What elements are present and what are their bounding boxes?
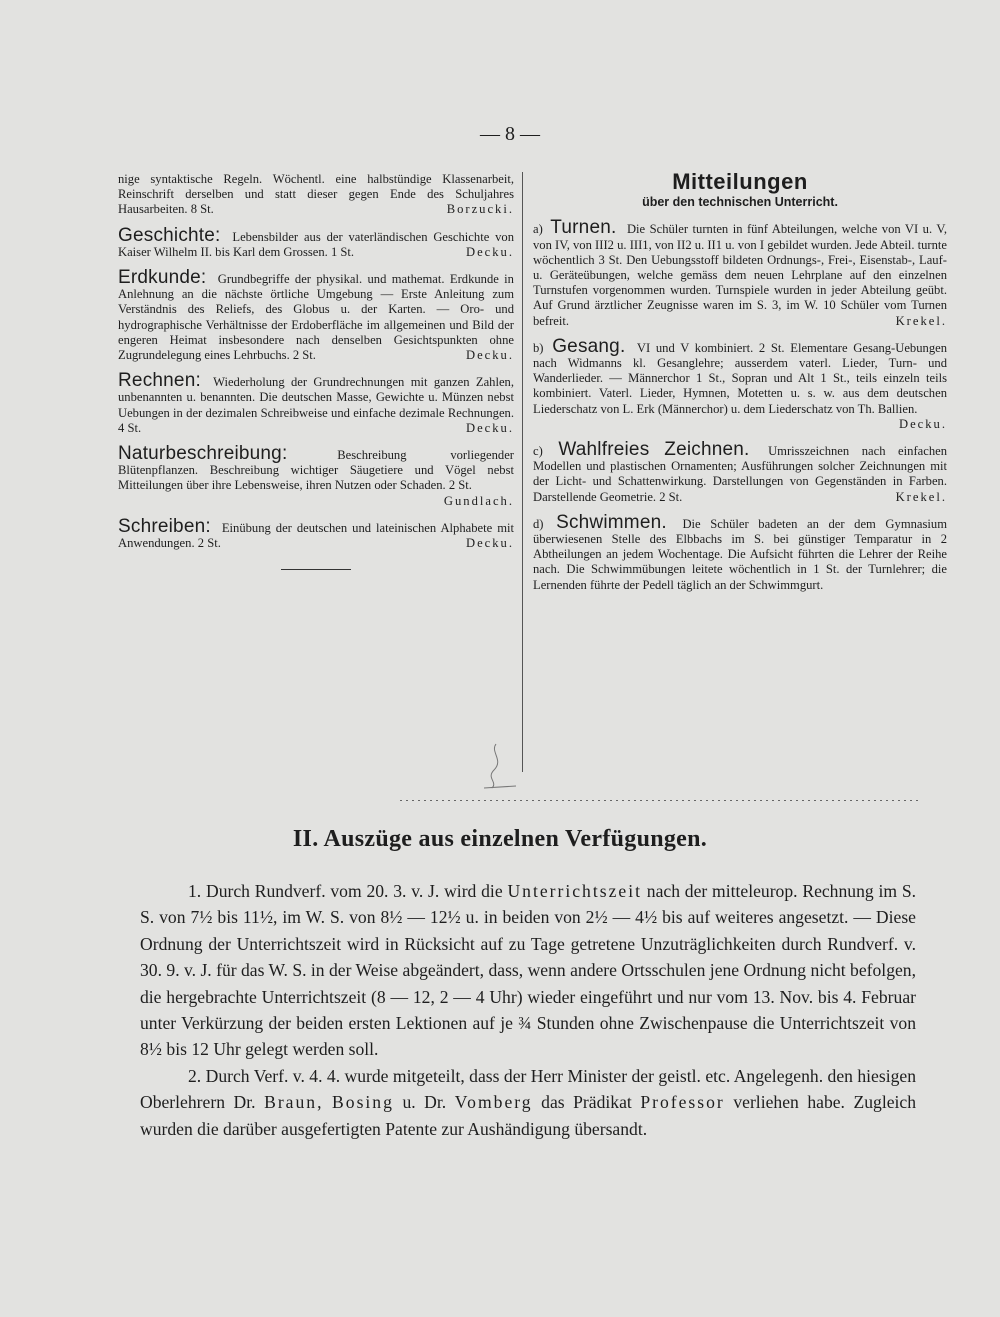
intro-paragraph [118, 172, 514, 218]
section-geschichte [118, 224, 515, 260]
section-signature: Gundlach. [443, 493, 514, 508]
section-schreiben [118, 515, 514, 551]
item-signature: Decku. [898, 416, 947, 431]
item-gesang [533, 335, 947, 432]
item-zeichnen [533, 439, 947, 505]
section-signature: Decku. [465, 348, 514, 363]
ink-mark-icon [476, 742, 526, 792]
intro-text: nige syntaktische Regeln. Wöchentl. eine halbstündige Klassenarbeit, Reinschrift derselben und statt dieser gegen Ende des Schuljahres Hausarbeiten. 8 St. [118, 172, 514, 217]
name-bosing: Bosing [332, 1092, 394, 1113]
item-signature: Krekel. [895, 489, 947, 504]
paragraph-2 [140, 1063, 916, 1142]
name-vomberg: Vomberg [454, 1092, 533, 1113]
section-naturbeschreibung [118, 443, 514, 509]
right-title: Mitteilungen [672, 169, 808, 194]
page-number: — 8 — [480, 123, 540, 145]
paragraph-text: 1. Durch Rundverf. vom 20. 3. v. J. wird die [188, 881, 503, 901]
section-text: Lebensbilder aus der vaterländischen Geschichte von Kaiser Wilhelm II. bis Karl dem Grossen. 1 St. [118, 229, 515, 259]
section-signature: Decku. [465, 244, 514, 259]
paragraph-text: das Prädikat [541, 1092, 632, 1113]
item-signature: Krekel. [895, 313, 947, 328]
section-title: Erdkunde: [118, 267, 207, 289]
item-schwimmen [533, 511, 947, 593]
section-text: Beschreibung vorliegender Blütenpflanzen. Beschreibung wichtiger Säugetiere und Vögel nebst Mitteilungen über ihre Lebensweise, ihren Nutzen oder Schaden. 2 St. [118, 448, 514, 493]
item-text: Die Schüler badeten an der dem Gymnasium überwiesenen Stelle des Elbbachs im S. bei günstiger Temparatur in 2 Abtheilungen an jedem Wochentage. Die Aufsicht führten die Lehrer der Reihe nach. Die Schwimmübungen leitete wöchentlich in 1 St. der Turnlehrer; die Lernenden führte der Pedell täglich an der Schwimmgurt. [533, 516, 947, 592]
intro-signature: Borzucki. [446, 202, 514, 217]
item-turnen [533, 217, 947, 328]
item-text: Die Schüler turnten in fünf Abteilungen, welche von VI u. V, von IV, von III2 u. III1, von II2 u. II1 u. von I gebildet wurden. Jede Abteil. turnte wöchentlich 3 St. Den Uebungsstoff bildeten Ordnungs-, Frei-, Eisenstab-, Lauf- u. Geräteübungen, welche gemäss dem neuen Lehrplane auf den einzelnen Turnstufen vorgenommen wurden. Turnspiele wurden in jeder Abteilung geübt. Auf Grund ärztlicher Zeugnisse waren im S. 3, im W. 10 Schüler vom Turnen befreit. [533, 222, 947, 328]
spaced-term: Professor [640, 1092, 725, 1113]
paragraph-1 [140, 878, 916, 1063]
section-rechnen [118, 370, 514, 436]
right-column [533, 169, 947, 603]
item-title: Schwimmen. [556, 511, 667, 533]
section-title: Schreiben: [118, 515, 211, 537]
column-divider [522, 172, 523, 772]
section-text: Grundbegriffe der physikal. und mathemat. Erdkunde in Anlehnung an die nächste örtliche Umgebung — Erste Anleitung zum Verständnis des Reliefs, des Globus u. der Karten. — Oro- und hydrographische Verhältnisse der Erdoberfläche im allgemeinen und Bild der engeren Heimat insbesondere nach denselben Gesichtspunkten ohne Zugrundelegung eines Lehrbuchs. 2 St. [118, 272, 514, 363]
item-title: Turnen. [550, 217, 617, 239]
item-label: a) [533, 222, 543, 237]
paragraph-text: verliehen habe. Zugleich wurden die darüber ausgefertigten Patente zur Aushändigung übersandt. [140, 1092, 917, 1139]
section-signature: Decku. [465, 536, 514, 551]
section-title: Geschichte: [118, 224, 221, 246]
item-label: c) [533, 444, 543, 459]
item-text: VI und V kombiniert. 2 St. Elementare Gesang-Uebungen nach Widmanns kl. Gesanglehre; ausserdem vaterl. Lieder, Turn- und Wanderlieder. — Männerchor 1 St., Sopran und Alt 1 St., teils einzeln teils kombiniert. Vaterl. Lieder, Hymnen, Motetten u. s. w. aus dem deutschen Liederschatz von L. Erk (Männerchor) u. dem Liederschatz von Th. Ballien. [533, 340, 947, 416]
paragraph-text: nach der mitteleurop. Rechnung im S. S. von 7½ bis 11½, im W. S. von 8½ — 12½ u. in beiden von 2½ — 4½ bis auf weiteres angesetzt. — Diese Ordnung der Unterrichtszeit wird in Rücksicht auf zu Tage getretene Unzuträglichkeiten durch Rundverf. v. 30. 9. v. J. für das W. S. in der Weise abgeändert, dass, wenn andere Ortsschulen jene Ordnung nicht befolgen, die hergebrachte Unterrichtszeit (8 — 12, 2 — 4 Uhr) wieder eingeführt und nur vom 13. Nov. bis 4. Februar unter Verkürzung der beiden ersten Lektionen auf je ¾ Stunden ohne Zwischenpause die Unterrichtszeit von 8½ bis 12 Uhr gelegt werden soll. [140, 881, 917, 1060]
name-braun: Braun, [264, 1092, 324, 1113]
item-title: Wahlfreies Zeichnen. [558, 439, 750, 461]
spaced-term: Unterrichtszeit [507, 881, 642, 901]
left-column [118, 172, 514, 570]
section-end-rule [281, 569, 351, 570]
item-label: d) [533, 516, 544, 531]
section-erdkunde [118, 267, 514, 363]
section-text: Wiederholung der Grundrechnungen mit ganzen Zahlen, unbenannten u. benannten. Die deutschen Masse, Gewichte u. Münzen nebst Uebungen in der dezimalen Schreibweise und einfache dezimale Rechnungen. 4 St. [118, 375, 514, 435]
paragraph-text: 2. Durch Verf. v. 4. 4. wurde mitgeteilt, dass der Herr Minister der geistl. etc. Angelegenh. den hiesigen Oberlehrern Dr. [140, 1065, 916, 1113]
section-heading: II. Auszüge aus einzelnen Verfügungen. [292, 826, 708, 852]
section-title: Naturbeschreibung: [118, 443, 288, 465]
section-text: Einübung der deutschen und lateinischen Alphabete mit Anwendungen. 2 St. [118, 520, 514, 551]
section-signature: Decku. [465, 420, 514, 435]
right-subtitle: über den technischen Unterricht. [642, 195, 838, 210]
paragraph-text: u. Dr. [402, 1092, 447, 1113]
item-title: Gesang. [552, 335, 626, 357]
section-title: Rechnen: [118, 370, 201, 392]
item-label: b) [533, 340, 544, 355]
dotted-separator [400, 800, 920, 801]
verfuegungen-body [140, 878, 916, 1142]
item-text: Umrisszeichnen nach einfachen Modellen und plastischen Ornamenten; Ausführungen solcher Zeichnungen mit der Licht- und Schattenwirkung. Darstellungen von Gegenständen in Farben. Darstellende Geometrie. 2 St. [533, 444, 947, 504]
